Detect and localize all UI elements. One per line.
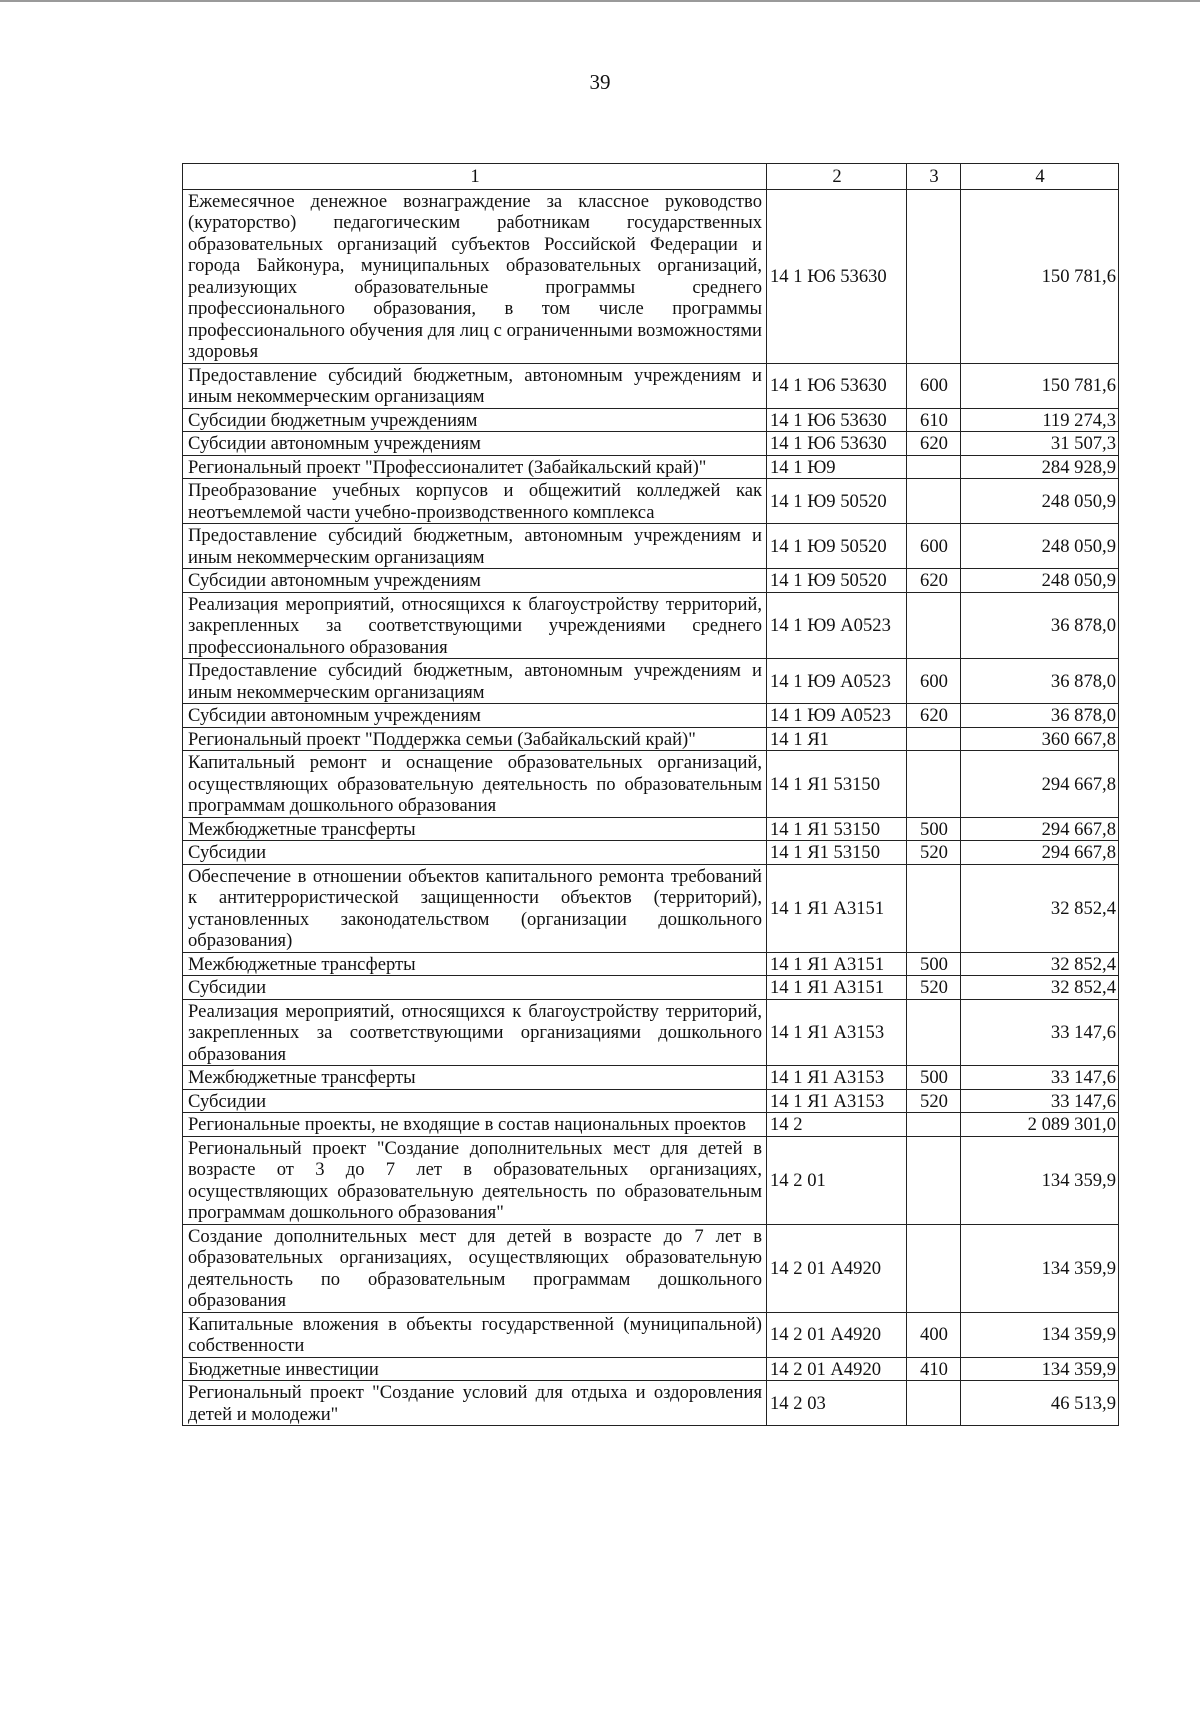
row-amount-cell: 36 878,0: [961, 704, 1119, 728]
row-amount-cell: 46 513,9: [961, 1381, 1119, 1426]
row-expense-type-cell: [907, 592, 961, 659]
row-name-cell: Региональный проект "Создание дополнительных мест для детей в возрасте от 3 до 7 лет в образовательных организациях, осуществляющих образовательную деятельность по образовательным программам дошкольного образования": [183, 1136, 767, 1224]
table-row: [183, 751, 1119, 818]
table-row: [183, 999, 1119, 1066]
row-name-cell: Преобразование учебных корпусов и общежитий колледжей как неотъемлемой части учебно-производственного комплекса: [183, 479, 767, 524]
row-expense-type-cell: 520: [907, 1089, 961, 1113]
row-expense-type-cell: [907, 1224, 961, 1312]
row-amount-cell: 33 147,6: [961, 1066, 1119, 1090]
row-expense-type-cell: 620: [907, 704, 961, 728]
row-name-cell: Субсидии автономным учреждениям: [183, 569, 767, 593]
row-code-cell: 14 1 Ю9 50520: [767, 479, 907, 524]
table-row: [183, 1089, 1119, 1113]
row-amount-cell: 150 781,6: [961, 189, 1119, 363]
row-name-cell: Обеспечение в отношении объектов капитального ремонта требований к антитеррористической защищенности объектов (территорий), установленных законодательством (организации дошкольного образования): [183, 864, 767, 952]
table-row: [183, 1357, 1119, 1381]
header-row: [183, 164, 1119, 190]
row-expense-type-cell: [907, 864, 961, 952]
row-code-cell: 14 1 Я1 А3151: [767, 976, 907, 1000]
row-code-cell: 14 1 Я1 53150: [767, 841, 907, 865]
row-code-cell: 14 2 01 А4920: [767, 1224, 907, 1312]
table-row: [183, 569, 1119, 593]
row-amount-cell: 32 852,4: [961, 952, 1119, 976]
table-row: [183, 479, 1119, 524]
table-row: [183, 976, 1119, 1000]
row-expense-type-cell: [907, 189, 961, 363]
row-name-cell: Межбюджетные трансферты: [183, 952, 767, 976]
table-row: [183, 592, 1119, 659]
scan-top-edge: [0, 0, 1200, 2]
row-name-cell: Субсидии автономным учреждениям: [183, 432, 767, 456]
row-name-cell: Субсидии автономным учреждениям: [183, 704, 767, 728]
row-code-cell: 14 1 Ю6 53630: [767, 363, 907, 408]
table-row: [183, 1066, 1119, 1090]
row-expense-type-cell: 620: [907, 432, 961, 456]
row-amount-cell: 2 089 301,0: [961, 1113, 1119, 1137]
table-row: [183, 1136, 1119, 1224]
row-name-cell: Реализация мероприятий, относящихся к благоустройству территорий, закрепленных за соответствующими учреждениями среднего профессионального образования: [183, 592, 767, 659]
row-expense-type-cell: 520: [907, 841, 961, 865]
row-amount-cell: 284 928,9: [961, 455, 1119, 479]
row-amount-cell: 294 667,8: [961, 841, 1119, 865]
table-row: [183, 1224, 1119, 1312]
row-amount-cell: 32 852,4: [961, 864, 1119, 952]
row-name-cell: Бюджетные инвестиции: [183, 1357, 767, 1381]
row-name-cell: Межбюджетные трансферты: [183, 1066, 767, 1090]
row-code-cell: 14 1 Ю9 А0523: [767, 592, 907, 659]
row-name-cell: Создание дополнительных мест для детей в возрасте до 7 лет в образовательных организациях, осуществляющих образовательную деятельность по образовательным программам дошкольного образования: [183, 1224, 767, 1312]
table-row: [183, 817, 1119, 841]
column-header-amount: 4: [961, 164, 1119, 190]
row-amount-cell: 33 147,6: [961, 1089, 1119, 1113]
row-name-cell: Региональный проект "Поддержка семьи (Забайкальский край)": [183, 727, 767, 751]
row-name-cell: Реализация мероприятий, относящихся к благоустройству территорий, закрепленных за соответствующими организациями дошкольного образования: [183, 999, 767, 1066]
row-name-cell: Субсидии: [183, 841, 767, 865]
row-amount-cell: 248 050,9: [961, 479, 1119, 524]
row-name-cell: Региональный проект "Профессионалитет (Забайкальский край)": [183, 455, 767, 479]
budget-table: [182, 163, 1119, 1426]
column-header-name: 1: [183, 164, 767, 190]
row-name-cell: Субсидии: [183, 976, 767, 1000]
table-row: [183, 524, 1119, 569]
table-row: [183, 727, 1119, 751]
row-expense-type-cell: [907, 999, 961, 1066]
column-header-code: 2: [767, 164, 907, 190]
table-row: [183, 189, 1119, 363]
row-amount-cell: 248 050,9: [961, 569, 1119, 593]
row-expense-type-cell: 500: [907, 1066, 961, 1090]
row-name-cell: Предоставление субсидий бюджетным, автономным учреждениям и иным некоммерческим организациям: [183, 363, 767, 408]
page-number: 39: [589, 70, 611, 94]
row-expense-type-cell: [907, 479, 961, 524]
row-code-cell: 14 1 Я1 53150: [767, 817, 907, 841]
row-amount-cell: 134 359,9: [961, 1136, 1119, 1224]
row-amount-cell: 31 507,3: [961, 432, 1119, 456]
row-code-cell: 14 2 01 А4920: [767, 1312, 907, 1357]
row-name-cell: Региональные проекты, не входящие в состав национальных проектов: [183, 1113, 767, 1137]
row-expense-type-cell: 600: [907, 659, 961, 704]
row-name-cell: Межбюджетные трансферты: [183, 817, 767, 841]
table-row: [183, 952, 1119, 976]
row-code-cell: 14 1 Ю9: [767, 455, 907, 479]
table-row: [183, 1113, 1119, 1137]
row-code-cell: 14 1 Я1 53150: [767, 751, 907, 818]
row-amount-cell: 36 878,0: [961, 659, 1119, 704]
row-amount-cell: 33 147,6: [961, 999, 1119, 1066]
row-code-cell: 14 1 Я1 А3151: [767, 864, 907, 952]
row-code-cell: 14 1 Ю9 50520: [767, 524, 907, 569]
row-amount-cell: 134 359,9: [961, 1312, 1119, 1357]
row-amount-cell: 248 050,9: [961, 524, 1119, 569]
table-row: [183, 841, 1119, 865]
table-row: [183, 363, 1119, 408]
table-row: [183, 864, 1119, 952]
row-expense-type-cell: 500: [907, 952, 961, 976]
row-amount-cell: 134 359,9: [961, 1357, 1119, 1381]
row-name-cell: Предоставление субсидий бюджетным, автономным учреждениям и иным некоммерческим организациям: [183, 659, 767, 704]
row-expense-type-cell: 500: [907, 817, 961, 841]
row-expense-type-cell: 620: [907, 569, 961, 593]
table-body: [183, 189, 1119, 1426]
row-amount-cell: 294 667,8: [961, 751, 1119, 818]
row-amount-cell: 36 878,0: [961, 592, 1119, 659]
row-code-cell: 14 1 Я1: [767, 727, 907, 751]
row-code-cell: 14 1 Ю9 А0523: [767, 704, 907, 728]
table-row: [183, 455, 1119, 479]
row-code-cell: 14 1 Ю6 53630: [767, 432, 907, 456]
row-code-cell: 14 1 Ю9 50520: [767, 569, 907, 593]
row-code-cell: 14 1 Ю9 А0523: [767, 659, 907, 704]
table-row: [183, 408, 1119, 432]
row-code-cell: 14 2: [767, 1113, 907, 1137]
row-expense-type-cell: 520: [907, 976, 961, 1000]
table-row: [183, 659, 1119, 704]
row-expense-type-cell: 610: [907, 408, 961, 432]
row-code-cell: 14 1 Я1 А3151: [767, 952, 907, 976]
row-expense-type-cell: 600: [907, 524, 961, 569]
row-name-cell: Субсидии: [183, 1089, 767, 1113]
row-amount-cell: 119 274,3: [961, 408, 1119, 432]
row-expense-type-cell: 410: [907, 1357, 961, 1381]
row-code-cell: 14 2 03: [767, 1381, 907, 1426]
row-code-cell: 14 2 01: [767, 1136, 907, 1224]
row-expense-type-cell: [907, 1381, 961, 1426]
row-amount-cell: 32 852,4: [961, 976, 1119, 1000]
row-expense-type-cell: [907, 1136, 961, 1224]
row-name-cell: Предоставление субсидий бюджетным, автономным учреждениям и иным некоммерческим организациям: [183, 524, 767, 569]
row-expense-type-cell: [907, 727, 961, 751]
row-code-cell: 14 2 01 А4920: [767, 1357, 907, 1381]
row-name-cell: Субсидии бюджетным учреждениям: [183, 408, 767, 432]
table-row: [183, 704, 1119, 728]
row-amount-cell: 134 359,9: [961, 1224, 1119, 1312]
row-amount-cell: 294 667,8: [961, 817, 1119, 841]
row-code-cell: 14 1 Ю6 53630: [767, 189, 907, 363]
table-row: [183, 1381, 1119, 1426]
row-expense-type-cell: [907, 455, 961, 479]
row-code-cell: 14 1 Я1 А3153: [767, 1066, 907, 1090]
row-expense-type-cell: 600: [907, 363, 961, 408]
row-code-cell: 14 1 Я1 А3153: [767, 999, 907, 1066]
table-row: [183, 1312, 1119, 1357]
row-amount-cell: 150 781,6: [961, 363, 1119, 408]
row-name-cell: Региональный проект "Создание условий для отдыха и оздоровления детей и молодежи": [183, 1381, 767, 1426]
row-amount-cell: 360 667,8: [961, 727, 1119, 751]
table-row: [183, 432, 1119, 456]
row-expense-type-cell: [907, 751, 961, 818]
column-header-vr: 3: [907, 164, 961, 190]
row-name-cell: Капитальный ремонт и оснащение образовательных организаций, осуществляющих образовательную деятельность по образовательным программам дошкольного образования: [183, 751, 767, 818]
row-code-cell: 14 1 Ю6 53630: [767, 408, 907, 432]
row-expense-type-cell: [907, 1113, 961, 1137]
row-code-cell: 14 1 Я1 А3153: [767, 1089, 907, 1113]
row-name-cell: Ежемесячное денежное вознаграждение за классное руководство (кураторство) педагогическим работникам государственных образовательных организаций субъектов Российской Федерации и города Байконура, муниципальных образовательных организаций, реализующих образовательные программы среднего профессионального образования, в том числе программы профессионального обучения для лиц с ограниченными возможностями здоровья: [183, 189, 767, 363]
row-name-cell: Капитальные вложения в объекты государственной (муниципальной) собственности: [183, 1312, 767, 1357]
row-expense-type-cell: 400: [907, 1312, 961, 1357]
